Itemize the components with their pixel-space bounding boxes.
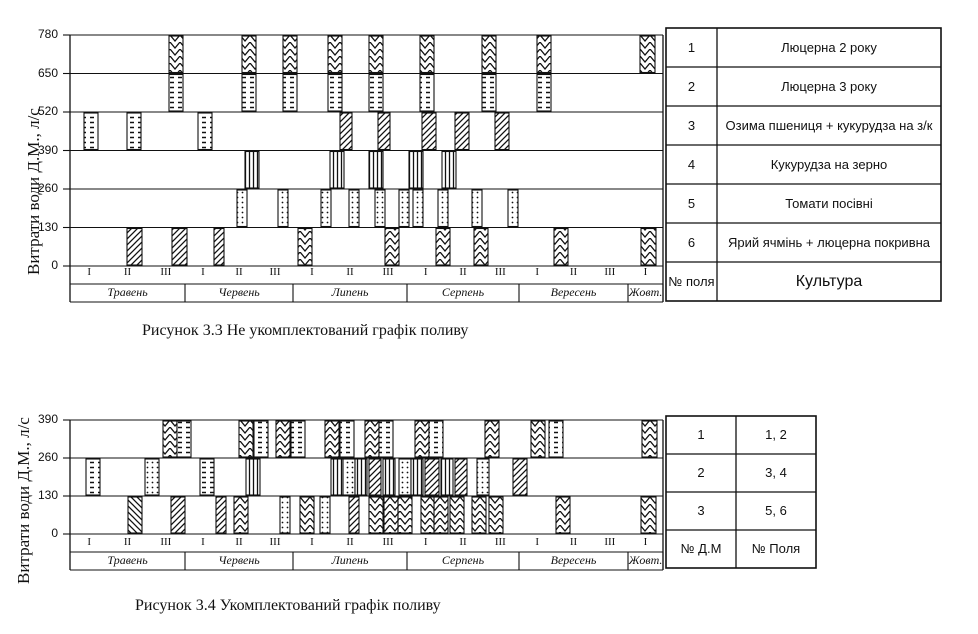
fig2-irrigation-block (355, 459, 367, 495)
fig1-irrigation-block (409, 152, 423, 189)
fig1-irrigation-block (413, 190, 423, 227)
fig2-table-field-list: 1, 2 (765, 427, 787, 442)
fig2-irrigation-block (411, 459, 423, 495)
fig1-table-header-crop: Культура (795, 272, 863, 290)
fig2-irrigation-block (128, 497, 142, 533)
fig1-table-field-number: 4 (687, 156, 696, 172)
fig1-decade-label: II (459, 266, 467, 278)
fig1-irrigation-block (340, 113, 352, 150)
fig2-irrigation-block (384, 497, 398, 533)
fig2-table-field-list: 5, 6 (765, 503, 787, 518)
fig1-caption: Рисунок 3.3 Не укомплектований графік поливу (142, 322, 469, 339)
fig1-irrigation-block (369, 75, 383, 112)
fig1-irrigation-block (84, 113, 98, 150)
fig1-y-tick-label: 650 (37, 65, 58, 80)
fig1-irrigation-block (442, 152, 456, 189)
fig1-decade-label: I (87, 266, 91, 278)
fig2-irrigation-block (325, 421, 339, 457)
fig1-y-axis-label: Витрати води Д.М., л/с (24, 108, 43, 275)
fig1-irrigation-block (328, 36, 342, 73)
fig2-irrigation-block (340, 421, 354, 457)
fig2-irrigation-block (398, 497, 412, 533)
fig2-irrigation-block (415, 421, 429, 457)
fig1-irrigation-block (369, 36, 383, 73)
fig2-decade-label: I (423, 536, 428, 548)
fig2-decade-label: III (160, 536, 172, 548)
fig1-decade-label: II (569, 266, 578, 278)
fig1-decade-label: I (535, 266, 539, 278)
fig2-irrigation-block (642, 421, 657, 457)
fig1-irrigation-block (127, 113, 141, 150)
fig1-irrigation-block (242, 36, 256, 73)
fig1-irrigation-block (169, 36, 183, 73)
fig1-irrigation-block (321, 190, 331, 227)
fig1-irrigation-block (455, 113, 469, 150)
fig2-irrigation-block (343, 459, 355, 495)
fig2-y-tick-label: 260 (37, 450, 58, 464)
fig2-irrigation-block (429, 421, 443, 457)
fig1-irrigation-block (508, 190, 518, 227)
fig1-decade-label: I (310, 266, 314, 278)
fig1-irrigation-block (283, 36, 297, 73)
fig1-table-crop-name: Кукурудза на зерно (770, 156, 888, 172)
fig1-irrigation-block (438, 190, 448, 227)
fig2-irrigation-block (163, 421, 177, 457)
fig2-irrigation-block (291, 421, 305, 457)
fig2-table-dm-number: 1 (697, 427, 705, 442)
fig1-table-crop-name: Ярий ячмінь + люцерна покривна (727, 234, 931, 250)
fig1-irrigation-block (436, 229, 450, 266)
fig2-decade-label: III (382, 536, 394, 548)
fig1-irrigation-block (328, 75, 342, 112)
fig1-irrigation-block (537, 36, 551, 73)
fig2-irrigation-block (280, 497, 290, 533)
fig1-irrigation-block (420, 75, 434, 112)
fig2-caption: Рисунок 3.4 Укомплектований графік поливу (135, 597, 441, 614)
fig2-decade-label: II (346, 536, 354, 548)
fig1-irrigation-block (330, 152, 344, 189)
fig2-irrigation-block (472, 497, 486, 533)
fig1-table-field-number: 5 (687, 195, 696, 211)
fig1-table-crop-name: Люцерна 3 року (781, 78, 877, 94)
fig2-table-dm-number: 2 (697, 465, 705, 480)
fig1-irrigation-block (399, 190, 409, 227)
fig1-irrigation-block (472, 190, 482, 227)
fig2-decade-label: III (269, 536, 281, 548)
fig2-y-tick-label: 0 (51, 526, 58, 540)
fig2-month-label: Серпень (441, 553, 485, 567)
fig1-table-field-number: 6 (687, 234, 696, 250)
fig1-irrigation-block (169, 75, 183, 112)
fig1-y-tick-label: 520 (37, 104, 58, 118)
fig2-irrigation-block (254, 421, 268, 457)
fig2-irrigation-block (234, 497, 248, 533)
fig2-irrigation-block (300, 497, 314, 533)
fig1-month-label: Жовт. (628, 285, 663, 299)
fig2-table-dm-number: 3 (697, 503, 705, 518)
fig2-irrigation-block (200, 459, 214, 495)
fig1-table-crop-name: Томати посівні (785, 195, 873, 211)
fig2-decade-label: II (569, 536, 578, 548)
fig1-irrigation-block (242, 75, 256, 112)
fig1-month-label: Вересень (550, 285, 597, 299)
fig1-decade-label: I (423, 266, 428, 278)
fig1-table-field-number: 1 (687, 39, 696, 55)
fig1-irrigation-block (474, 229, 488, 266)
fig1-irrigation-block (375, 190, 385, 227)
fig2-decade-label: II (123, 536, 132, 548)
fig2-decade-label: III (604, 536, 616, 548)
fig1-irrigation-block (278, 190, 288, 227)
fig1-irrigation-block (237, 190, 247, 227)
fig2-irrigation-block (489, 497, 503, 533)
fig2-decade-label: I (310, 536, 314, 548)
fig2-month-label: Травень (107, 553, 148, 567)
fig1-irrigation-block (482, 75, 496, 112)
fig1-y-tick-label: 390 (37, 142, 58, 157)
fig2-irrigation-block (365, 421, 379, 457)
fig1-irrigation-block (482, 36, 496, 73)
fig2-irrigation-block (434, 497, 448, 533)
fig2-irrigation-block (171, 497, 185, 533)
fig1-table-field-number: 2 (687, 78, 696, 94)
fig2-irrigation-block (477, 459, 489, 495)
fig1-irrigation-block (554, 229, 568, 266)
fig1-table-crop-name: Озима пшениця + кукурудза на з/к (725, 117, 933, 133)
fig1-irrigation-block (640, 36, 655, 73)
fig1-decade-label: I (201, 266, 205, 278)
fig2-table-field-list: 3, 4 (765, 465, 787, 480)
fig2-y-tick-label: 390 (37, 412, 58, 426)
fig1-decade-label: III (160, 266, 172, 278)
fig2-month-label: Жовт. (628, 553, 663, 567)
fig2-y-tick-label: 130 (37, 488, 58, 502)
fig1-irrigation-block (641, 229, 656, 266)
fig2-table-header-dm: № Д.М (680, 541, 722, 556)
fig1-y-tick-label: 260 (37, 181, 58, 195)
fig1-decade-label: III (604, 266, 616, 278)
fig1-irrigation-block (422, 113, 436, 150)
fig2-decade-label: I (201, 536, 205, 548)
fig1-table-crop-name: Люцерна 2 року (781, 39, 877, 55)
fig1-irrigation-block (198, 113, 212, 150)
fig1-irrigation-block (349, 190, 359, 227)
fig2-decade-label: II (459, 536, 467, 548)
fig2-irrigation-block (421, 497, 435, 533)
fig1-month-label: Травень (107, 285, 148, 299)
fig2-irrigation-block (531, 421, 545, 457)
fig1-irrigation-block (127, 229, 142, 266)
fig2-irrigation-block (349, 497, 359, 533)
fig2-decade-label: I (643, 536, 648, 548)
fig2-irrigation-block (379, 421, 393, 457)
fig2-table-header-fields: № Поля (751, 541, 801, 556)
fig2-month-label: Липень (331, 553, 369, 567)
fig1-decade-label: II (346, 266, 354, 278)
fig2-irrigation-block (441, 459, 453, 495)
fig2-irrigation-block (425, 459, 439, 495)
fig2-irrigation-block (369, 497, 383, 533)
fig1-irrigation-block (172, 229, 187, 266)
fig1-irrigation-block (385, 229, 399, 266)
fig2-decade-label: I (87, 536, 91, 548)
fig2-irrigation-block (549, 421, 563, 457)
fig2-irrigation-block (399, 459, 411, 495)
fig1-month-label: Липень (331, 285, 369, 299)
fig2-irrigation-block (86, 459, 100, 495)
fig1-y-tick-label: 130 (37, 219, 58, 234)
fig1-irrigation-block (214, 229, 224, 266)
fig2-y-axis-label: Витрати води Д.М., л/с (14, 417, 33, 584)
fig1-table-header-field-no: № поля (668, 273, 715, 289)
fig2-irrigation-block (145, 459, 159, 495)
fig2-decade-label: II (235, 536, 243, 548)
fig2-irrigation-block (641, 497, 656, 533)
fig2-irrigation-block (383, 459, 395, 495)
fig2-irrigation-block (455, 459, 467, 495)
fig2-decade-label: I (535, 536, 539, 548)
fig2-irrigation-block (485, 421, 499, 457)
fig1-irrigation-block (378, 113, 390, 150)
fig2-irrigation-block (513, 459, 527, 495)
fig2-irrigation-block (320, 497, 330, 533)
fig1-irrigation-block (369, 152, 383, 189)
fig2-irrigation-block (246, 459, 260, 495)
fig1-decade-label: III (494, 266, 506, 278)
fig2-irrigation-block (369, 459, 381, 495)
fig2-irrigation-block (216, 497, 226, 533)
fig1-irrigation-block (537, 75, 551, 112)
fig2-month-label: Червень (218, 553, 260, 567)
fig2-irrigation-block (177, 421, 191, 457)
fig1-table-field-number: 3 (687, 117, 696, 133)
fig1-month-label: Червень (218, 285, 260, 299)
fig1-irrigation-block (283, 75, 297, 112)
fig2-irrigation-block (556, 497, 570, 533)
fig1-decade-label: III (382, 266, 394, 278)
fig1-irrigation-block (420, 36, 434, 73)
fig1-irrigation-block (245, 152, 259, 189)
fig1-y-tick-label: 780 (37, 27, 58, 41)
fig1-irrigation-block (495, 113, 509, 150)
fig1-y-tick-label: 0 (51, 258, 58, 272)
fig2-irrigation-block (239, 421, 253, 457)
fig1-irrigation-block (298, 229, 312, 266)
fig1-month-label: Серпень (441, 285, 485, 299)
fig1-decade-label: II (123, 266, 132, 278)
fig1-decade-label: I (643, 266, 648, 278)
fig1-decade-label: II (235, 266, 243, 278)
fig2-decade-label: III (494, 536, 506, 548)
fig2-irrigation-block (450, 497, 464, 533)
fig2-irrigation-block (276, 421, 290, 457)
fig2-month-label: Вересень (550, 553, 597, 567)
fig1-decade-label: III (269, 266, 281, 278)
